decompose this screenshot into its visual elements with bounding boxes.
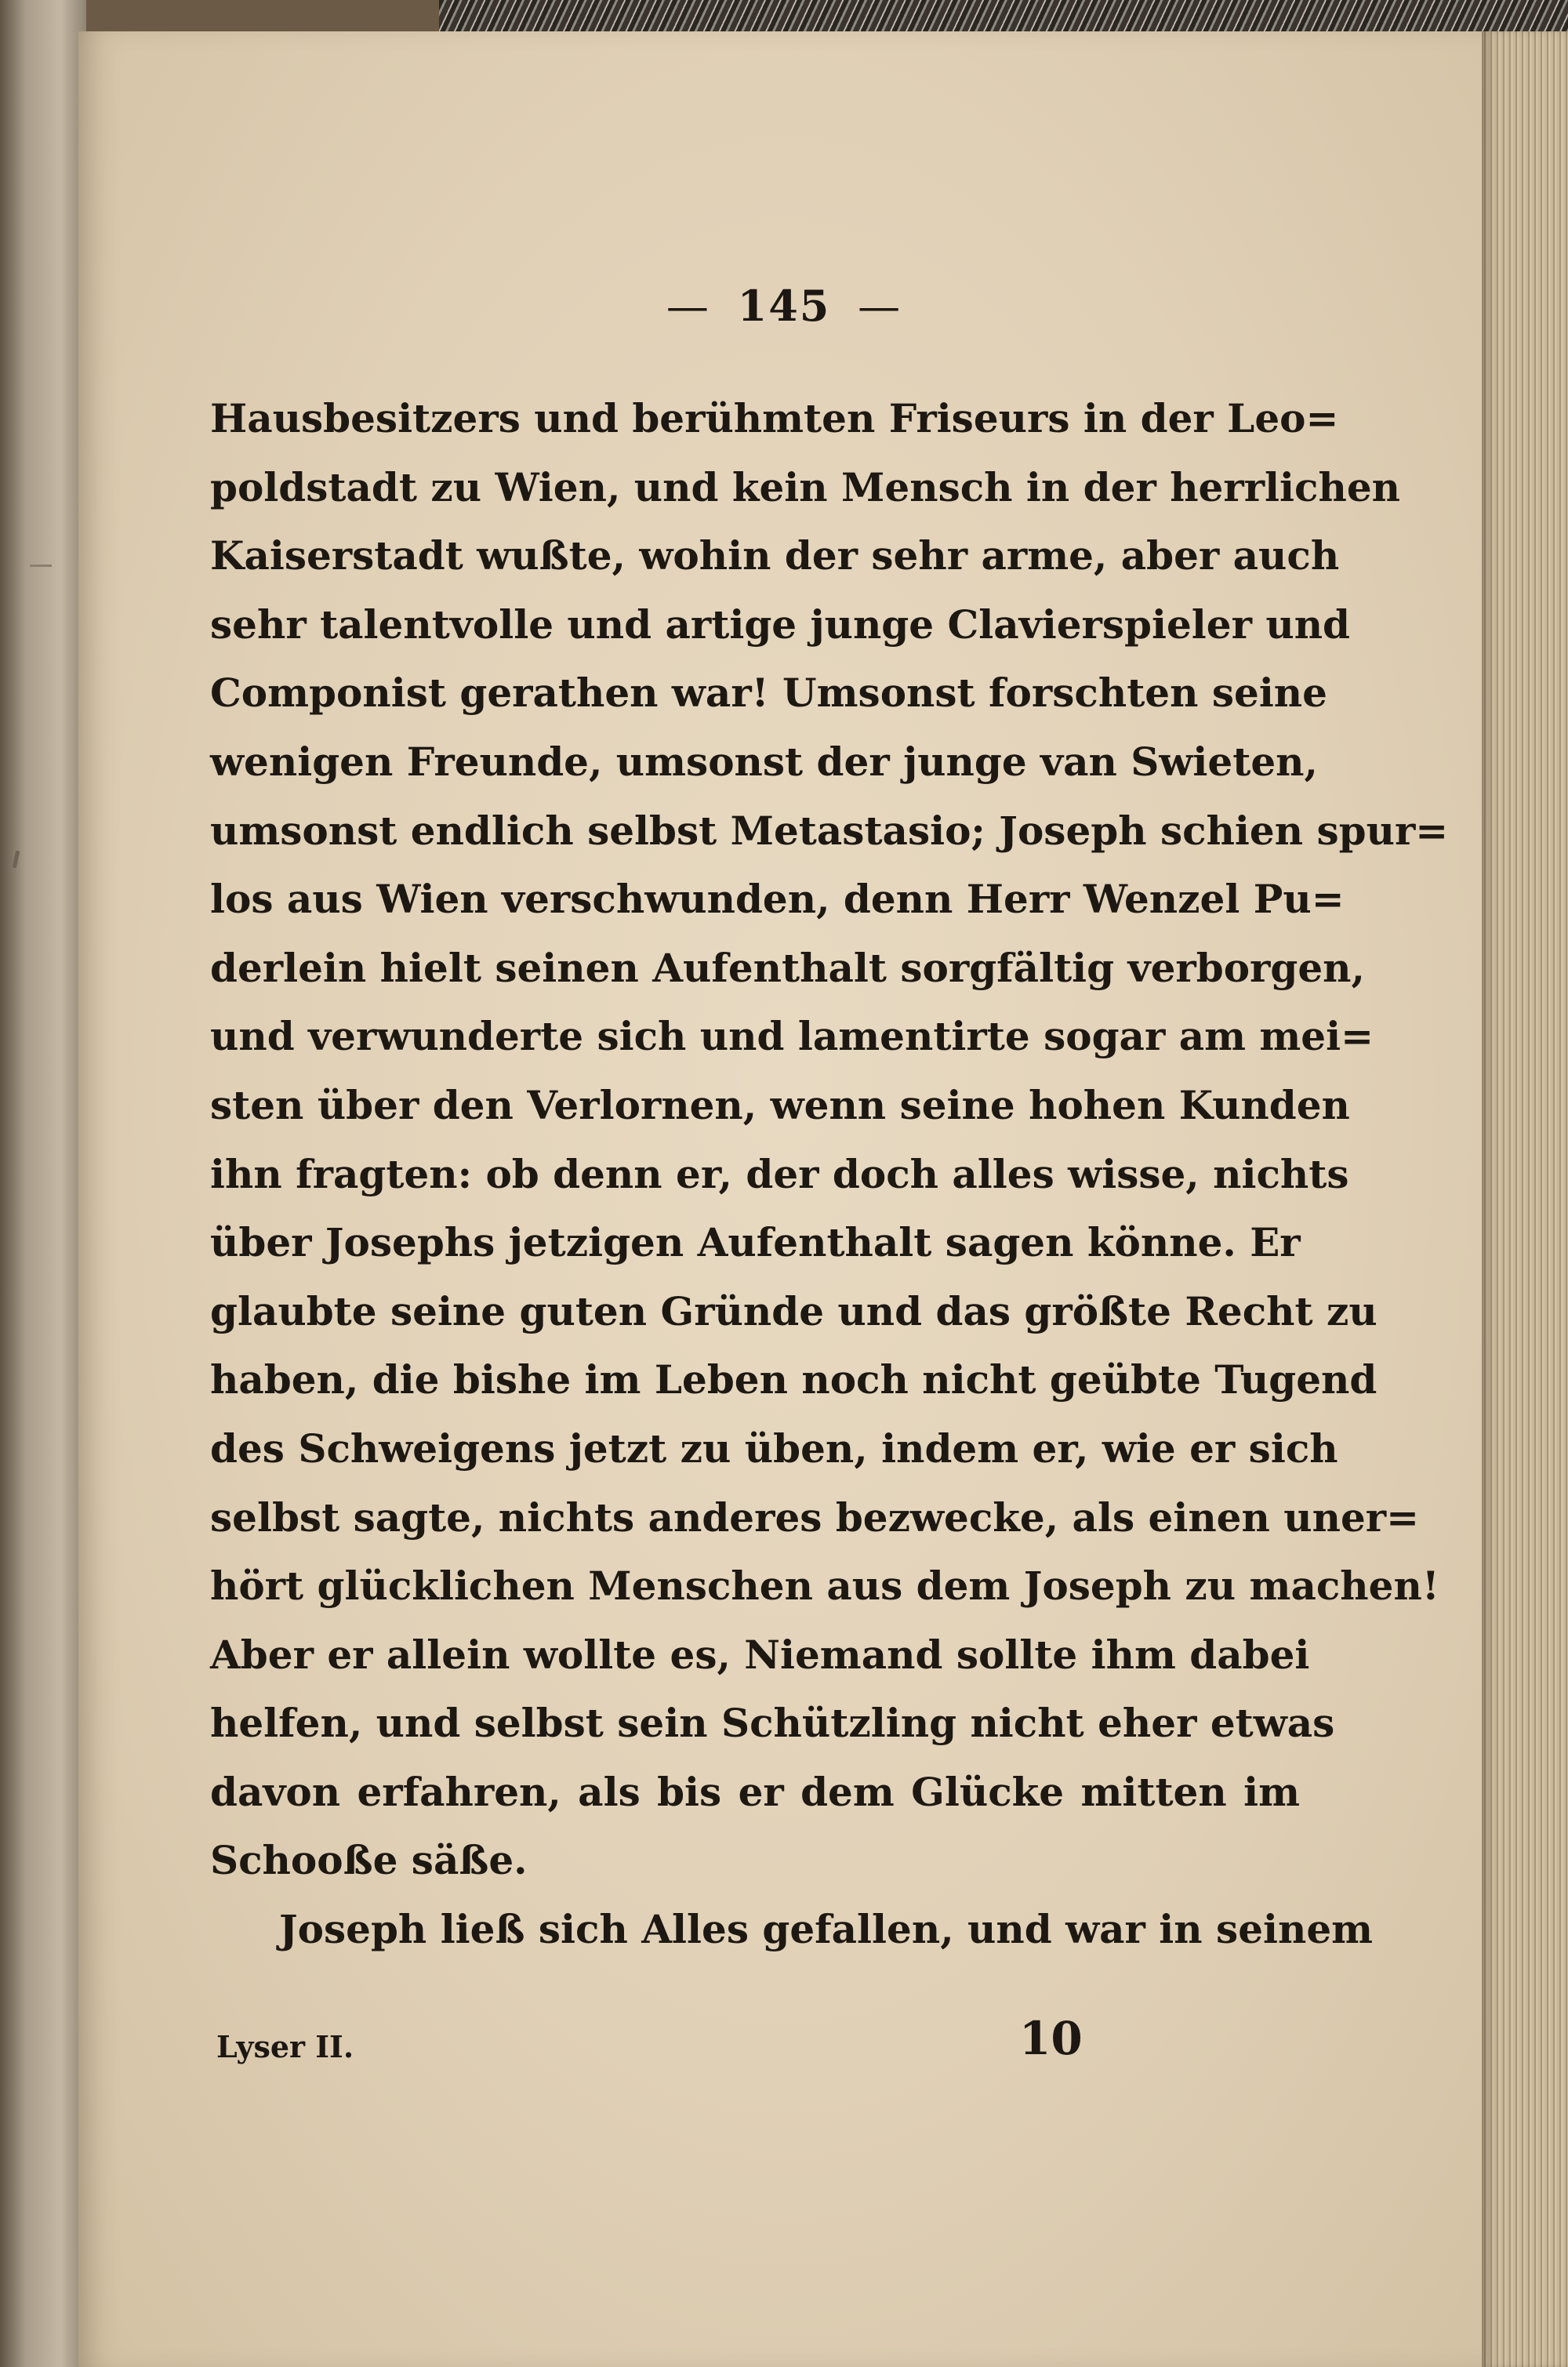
text-line: helfen, und selbst sein Schützling nicht eher etwas bbox=[210, 1700, 1335, 1747]
text-line: davon erfahren, als bis er dem Glücke mitten im bbox=[210, 1768, 1300, 1815]
page-number: 145 bbox=[737, 281, 831, 331]
text-line: sehr talentvolle und artige junge Clavierspieler und bbox=[210, 601, 1351, 648]
previous-page-edge bbox=[0, 0, 86, 2367]
text-line: Aber er allein wollte es, Niemand sollte ihm dabei bbox=[210, 1631, 1310, 1678]
margin-mark bbox=[13, 851, 20, 869]
text-line: Schooße säße. bbox=[210, 1837, 528, 1884]
header-dash-left: — bbox=[666, 281, 710, 331]
text-line: über Josephs jetzigen Aufenthalt sagen könne. Er bbox=[210, 1219, 1301, 1266]
text-line: ihn fragten: ob denn er, der doch alles wisse, nichts bbox=[210, 1150, 1349, 1197]
text-line: poldstadt zu Wien, und kein Mensch in der herrlichen bbox=[210, 463, 1400, 510]
text-line: Kaiserstadt wußte, wohin der sehr arme, aber auch bbox=[210, 532, 1340, 579]
signature-mark: Lyser II. bbox=[216, 2029, 354, 2064]
body-text bbox=[210, 384, 1449, 1964]
margin-mark bbox=[30, 565, 52, 567]
page-block-edge bbox=[1482, 31, 1568, 2367]
text-line: glaubte seine guten Gründe und das größte Recht zu bbox=[210, 1287, 1377, 1334]
text-line: des Schweigens jetzt zu üben, indem er, wie er sich bbox=[210, 1425, 1338, 1472]
text-line: und verwunderte sich und lamentirte sogar am mei= bbox=[210, 1013, 1374, 1060]
text-line: umsonst endlich selbst Metastasio; Joseph schien spur= bbox=[210, 807, 1449, 854]
text-line: Hausbesitzers und berühmten Friseurs in der Leo= bbox=[210, 395, 1339, 441]
text-line: selbst sagte, nichts anderes bezwecke, als einen uner= bbox=[210, 1494, 1419, 1541]
text-line: haben, die bishe im Leben noch nicht geübte Tugend bbox=[210, 1356, 1377, 1403]
text-line: Componist gerathen war! Umsonst forschten seine bbox=[210, 670, 1327, 717]
header-dash-right: — bbox=[858, 281, 902, 331]
page-header bbox=[0, 281, 1568, 331]
text-line: wenigen Freunde, umsonst der junge van Swieten, bbox=[210, 738, 1318, 785]
text-line: sten über den Verlornen, wenn seine hohen Kunden bbox=[210, 1081, 1350, 1128]
sheet-number: 10 bbox=[1019, 2012, 1083, 2065]
text-line: hört glücklichen Menschen aus dem Joseph zu machen! bbox=[210, 1563, 1439, 1610]
text-line: derlein hielt seinen Aufenthalt sorgfältig verborgen, bbox=[210, 944, 1365, 991]
text-line: Joseph ließ sich Alles gefallen, und war in seinem bbox=[279, 1906, 1374, 1953]
text-line: los aus Wien verschwunden, denn Herr Wenzel Pu= bbox=[210, 876, 1345, 923]
